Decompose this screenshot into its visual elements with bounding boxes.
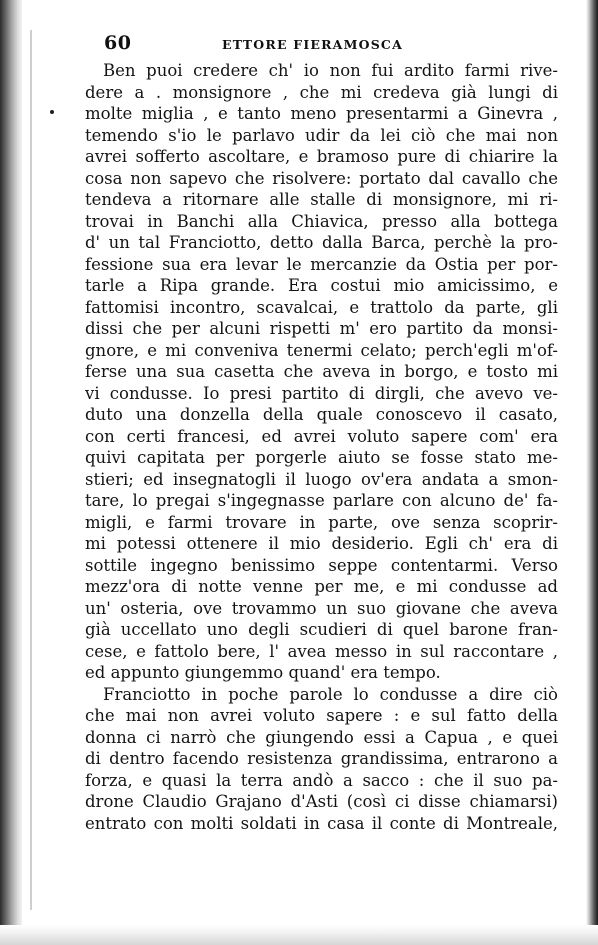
text-line: vi condusse. Io presi partito di dirgli, che avevo ve-: [85, 383, 558, 403]
ink-speck: [50, 110, 54, 114]
text-line: ed appunto giungemmo quand' era tempo.: [85, 663, 441, 682]
text-line: tendeva a ritornare alle stalle di monsignore, mi ri-: [85, 190, 558, 209]
page-bottom-shadow: [0, 925, 598, 945]
page-fold-line: [30, 30, 32, 910]
text-line: dissi che per alcuni rispetti m' ero partito da monsi-: [85, 319, 558, 338]
text-line: duto una donzella della quale conoscevo il casato,: [85, 405, 558, 424]
body-text: [85, 60, 558, 834]
text-line: sottile ingegno benissimo seppe contentarmi. Verso: [85, 555, 558, 575]
text-line: Ben puoi credere ch' io non fui ardito farmi rive-: [103, 61, 558, 80]
text-line: d' un tal Franciotto, detto dalla Barca, perchè la pro-: [85, 233, 558, 252]
text-line: ferse una sua casetta che aveva in borgo, e tosto mi: [85, 362, 558, 381]
text-line: mi potessi ottenere il mio desiderio. Egli ch' era di: [85, 534, 558, 553]
text-line: donna ci narrò che giungendo essi a Capua , e quei: [85, 727, 558, 747]
page-edge-shadow: [586, 0, 598, 945]
text-line: quivi capitata per porgerle aiuto se fosse stato me-: [85, 448, 558, 467]
text-line: forza, e quasi la terra andò a sacco : che il suo pa-: [85, 770, 558, 790]
text-line: stieri; ed insegnatogli il luogo ov'era andata a smon-: [85, 469, 558, 489]
text-line: avrei sofferto ascoltare, e bramoso pure di chiarire la: [85, 147, 558, 166]
running-head: ETTORE FIERAMOSCA: [222, 37, 403, 52]
text-line: cosa non sapevo che risolvere: portato dal cavallo che: [85, 168, 558, 188]
text-line: drone Claudio Grajano d'Asti (così ci disse chiamarsi): [85, 792, 558, 811]
page-number: 60: [104, 32, 132, 54]
text-line: gnore, e mi conveniva tenermi celato; perch'egli m'of-: [85, 340, 558, 360]
text-line: dere a . monsignore , che mi credeva già lungi di: [85, 82, 558, 102]
text-line: fattomisi incontro, scavalcai, e trattolo da parte, gli: [85, 297, 558, 317]
text-line: migli, e farmi trovare in parte, ove senza scoprir-: [85, 512, 558, 532]
page-header: [104, 32, 404, 56]
text-line: con certi francesi, ed avrei voluto sapere com' era: [85, 426, 558, 446]
text-line: molte miglia , e tanto meno presentarmi a Ginevra ,: [85, 104, 558, 123]
text-line: di dentro facendo resistenza grandissima, entrarono a: [85, 749, 558, 768]
text-line: già uccellato uno degli scudieri di quel barone fran-: [85, 620, 558, 639]
text-line: mezz'ora di notte venne per me, e mi condusse ad: [85, 577, 558, 596]
paragraph-2: [85, 684, 558, 835]
text-line: trovai in Banchi alla Chiavica, presso alla bottega: [85, 211, 558, 231]
text-line: che mai non avrei voluto sapere : e sul fatto della: [85, 706, 558, 725]
page-gutter-shadow: [0, 0, 22, 945]
text-line: tare, lo pregai s'ingegnasse parlare con alcuno de' fa-: [85, 491, 558, 510]
text-line: entrato con molti soldati in casa il conte di Montreale,: [85, 813, 558, 833]
text-line: fessione sua era levar le mercanzie da Ostia per por-: [85, 254, 558, 274]
paragraph-1: [85, 60, 558, 684]
text-line: cese, e fattolo bere, l' avea messo in sul raccontare ,: [85, 641, 558, 661]
text-line: temendo s'io le parlavo udir da lei ciò che mai non: [85, 125, 558, 145]
text-line: tarle a Ripa grande. Era costui mio amicissimo, e: [85, 276, 558, 295]
text-line: un' osteria, ove trovammo un suo giovane che aveva: [85, 598, 558, 618]
text-line: Franciotto in poche parole lo condusse a dire ciò: [103, 684, 558, 704]
